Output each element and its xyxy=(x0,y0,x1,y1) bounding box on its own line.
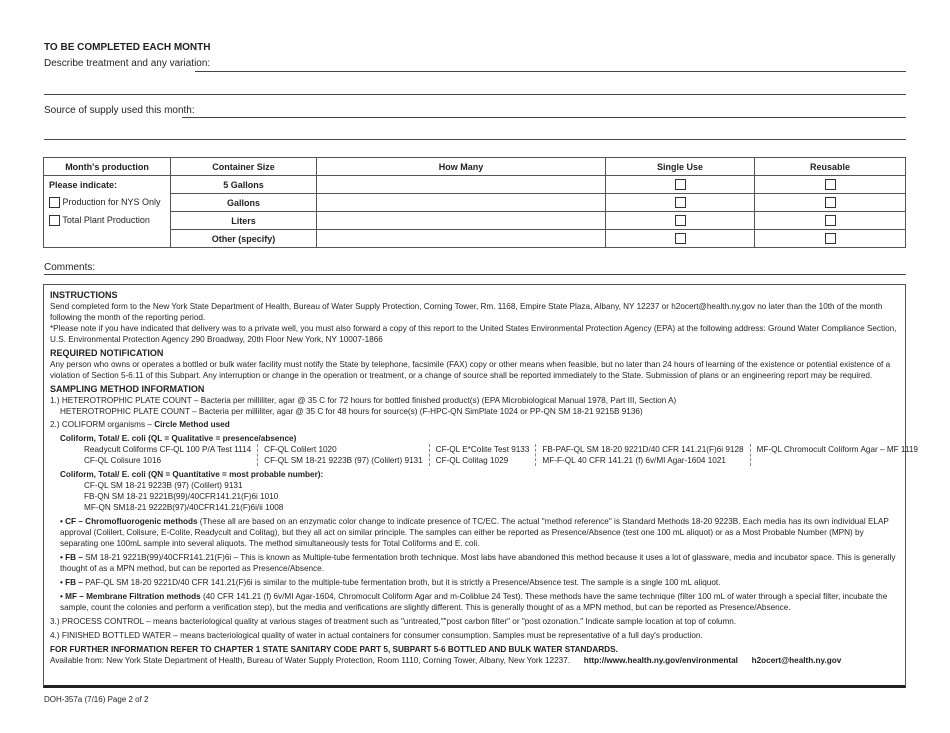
instructions-title: INSTRUCTIONS xyxy=(50,290,118,300)
method-item: FB-QN SM 18-21 9221B(99)/40CFR141.21(F)6i 1010 xyxy=(84,492,279,501)
method-item: FB-PAF-QL SM 18-20 9221D/40 CFR 141.21(F)6i 9128 xyxy=(542,445,744,454)
comments-label: Comments: xyxy=(44,262,96,273)
source-input-line[interactable] xyxy=(182,117,906,118)
fb-paragraph xyxy=(50,552,899,574)
hpc-line-2: HETEROTROPHIC PLATE COUNT – Bacteria per milliliter, agar @ 35 C for 48 hours for source(s) (F-HPC-QN SimPlate 1024 or PP-QN SM 18-21 9215B 9136) xyxy=(60,407,643,416)
method-item: MF-QN SM18-21 9222B(97)/40CFR141.21(F)6i/ii 1008 xyxy=(84,503,284,512)
process-control: 3.) PROCESS CONTROL – means bacteriological quality at various stages of treatment such as "untreated,""post carbon filter" or "post ozonation." Indicate sample location at top of column. xyxy=(50,617,737,626)
col-header-reusable: Reusable xyxy=(755,158,906,176)
reusable-checkbox[interactable] xyxy=(825,197,836,208)
size-label: Liters xyxy=(171,212,317,230)
coliform-line xyxy=(50,419,899,430)
col-header-month: Month's production xyxy=(44,158,171,176)
availability-text: Available from: New York State Department of Health, Bureau of Water Supply Protection, Room 1110, Corning Tower, Albany, New York 12237. xyxy=(50,656,571,665)
mf-paragraph xyxy=(50,591,899,613)
method-item: CF-QL SM 18-21 9223B (97) (Colilert) 9131 xyxy=(84,481,243,490)
total-plant-checkbox[interactable] xyxy=(49,215,60,226)
empty-cell xyxy=(44,230,171,248)
size-label: Other (specify) xyxy=(171,230,317,248)
method-item: CF-QL Colilert 1020 xyxy=(264,445,337,454)
cf-text: (These all are based on an enzymatic color change to indicate presence of TC/EC. The actual "method reference" is Standard Methods 18-20 9223B. Each media has its own individual ELAP approval (Colilert, Colisure, E-Colite, Readycult and Colitag), but they all act on similar principle. The samples can either be reported as Presence/Absence (test one 100 mL aliquot) or as a Most Probable Number (MPN) by separating one 100mL sample into several aliquots. The method simultaneously tests for Total Coliforms and E. coli. xyxy=(60,517,889,548)
source-input-line-2[interactable] xyxy=(44,139,906,140)
production-table xyxy=(43,157,906,248)
method-item: MF-QL Chromocult Coliform Agar – MF 1119 xyxy=(756,445,918,454)
method-item: CF-QL Colisure 1016 xyxy=(84,456,162,465)
ql-title: Coliform, Total/ E. coli (QL = Qualitative = presence/absence) xyxy=(60,434,297,443)
instructions-p1: Send completed form to the New York State Department of Health, Bureau of Water Supply Protection, Corning Tower, Rm. 1168, Empire State Plaza, Albany, NY 12237 or h2ocert@health.ny.gov no later than the 10th of the month following the month of the reporting period. xyxy=(50,302,883,322)
how-many-cell[interactable] xyxy=(317,230,606,248)
method-item: CF-QL Colitag 1029 xyxy=(435,456,509,465)
how-many-cell[interactable] xyxy=(317,176,606,194)
cf-paragraph xyxy=(50,516,899,549)
form-id: DOH-357a (7/16) Page 2 of 2 xyxy=(44,695,149,704)
email-link[interactable]: h2ocert@health.ny.gov xyxy=(751,656,842,665)
option-total xyxy=(44,212,171,230)
nys-only-checkbox[interactable] xyxy=(49,197,60,208)
fb-text: SM 18-21 9221B(99)/40CFR141.21(F)6i – This is known as Multiple-tube fermentation broth technique. Most labs have abandoned this method because it uses a lot of glassware, media and incubator space. This is generally thought of as a MPN method, but can be reported as Presence/Absence. xyxy=(60,553,896,573)
col-header-container: Container Size xyxy=(171,158,317,176)
method-item: MF-F-QL 40 CFR 141.21 (f) 6v/MI Agar-1604 1021 xyxy=(542,456,726,465)
source-label: Source of supply used this month: xyxy=(44,105,195,116)
instructions-p2: *Please note if you have indicated that delivery was to a private well, you must also forward a copy of this report to the United States Environmental Protection Agency (EPA) at the following address: Ground Water Compliance Section, U.S. Environmental Protection Agency 290 Broadway, 20th Floor New York, NY 10007-1866 xyxy=(50,324,897,344)
hpc-line-1: 1.) HETEROTROPHIC PLATE COUNT – Bacteria per milliliter, agar @ 35 C for 72 hours for bottled finished product(s) (EPA Microbiological Manual 1978, Part III, Section A) xyxy=(50,396,677,405)
mf-text: (40 CFR 141.21 (f) 6v/MI Agar-1604, Chromocult Coliform Agar and m-Coliblue 24 Test). These methods have the same technique (filter 100 mL of water through a special filter, incubate the sample, count the colonies and perform a verification step), but the media and verifications are slightly different. This is generally thought of as a MPN method, but can be reported as Presence/Absence. xyxy=(60,592,888,612)
required-notification-text: Any person who owns or operates a bottled or bulk water facility must notify the State by telephone, facsimile (FAX) copy or other means when feasible, but no later than 24 hours of learning of the existence or potential existence of a violation of Section 5-6.11 of this Subpart. Any interruption or change in the operation or treatment, or a change of source shall be reported immediately to the State. Submission of plans or an engineering report may be required. xyxy=(50,360,891,380)
fb-heading: • FB – xyxy=(60,553,83,562)
please-indicate: Please indicate: xyxy=(44,176,171,194)
mf-heading: • MF – Membrane Filtration methods xyxy=(60,592,201,601)
fb2-paragraph xyxy=(50,577,899,588)
treatment-input-line[interactable] xyxy=(195,71,906,72)
single-use-checkbox[interactable] xyxy=(675,197,686,208)
method-item: CF-QL E*Colite Test 9133 xyxy=(435,445,530,454)
method-item: Readycult Coliforms CF-QL 100 P/A Test 1114 xyxy=(84,445,252,454)
reusable-checkbox[interactable] xyxy=(825,215,836,226)
website-link[interactable]: http://www.health.ny.gov/environmental xyxy=(583,656,738,665)
fb2-text: PAF-QL SM 18-20 9221D/40 CFR 141.21(F)6i is similar to the multiple-tube fermentation broth, but it is strictly a Presence/Absence test. The sample is a single 100 mL aliquot. xyxy=(82,578,721,587)
option-nys xyxy=(44,194,171,212)
coliform-label: 2.) COLIFORM organisms – xyxy=(50,420,155,429)
comments-input-line[interactable] xyxy=(44,274,906,275)
single-use-checkbox[interactable] xyxy=(675,233,686,244)
how-many-cell[interactable] xyxy=(317,194,606,212)
single-use-checkbox[interactable] xyxy=(675,215,686,226)
treatment-label: Describe treatment and any variation: xyxy=(44,58,211,69)
col-header-how-many: How Many xyxy=(317,158,606,176)
fb2-heading: • FB – xyxy=(60,578,83,587)
circle-method-label: Circle Method used xyxy=(154,420,230,429)
qn-title: Coliform, Total/ E. coli (QN = Quantitative = most probable number): xyxy=(60,470,324,479)
total-plant-label: Total Plant Production xyxy=(62,214,150,225)
required-notification-title: REQUIRED NOTIFICATION xyxy=(50,348,164,358)
cf-heading: • CF – Chromofluorogenic methods xyxy=(60,517,198,526)
sampling-title: SAMPLING METHOD INFORMATION xyxy=(50,384,205,394)
reusable-checkbox[interactable] xyxy=(825,179,836,190)
size-label: 5 Gallons xyxy=(171,176,317,194)
how-many-cell[interactable] xyxy=(317,212,606,230)
treatment-input-line-2[interactable] xyxy=(44,94,906,95)
nys-only-label: Production for NYS Only xyxy=(62,196,161,207)
ql-methods xyxy=(50,444,918,466)
section-title: TO BE COMPLETED EACH MONTH xyxy=(44,42,211,53)
col-header-single-use: Single Use xyxy=(606,158,755,176)
availability-line xyxy=(50,655,899,666)
size-label: Gallons xyxy=(171,194,317,212)
finished-bottled-water: 4.) FINISHED BOTTLED WATER – means bacteriological quality of water in actual containers for consumer consumption. Samples must be representative of a full day's production. xyxy=(50,631,703,640)
method-item: CF-QL SM 18-21 9223B (97) (Colilert) 9131 xyxy=(264,456,423,465)
instructions-box xyxy=(43,284,918,688)
reusable-checkbox[interactable] xyxy=(825,233,836,244)
single-use-checkbox[interactable] xyxy=(675,179,686,190)
further-info: FOR FURTHER INFORMATION REFER TO CHAPTER 1 STATE SANITARY CODE PART 5, SUBPART 5-6 BOTTLED AND BULK WATER STANDARDS. xyxy=(50,645,618,654)
